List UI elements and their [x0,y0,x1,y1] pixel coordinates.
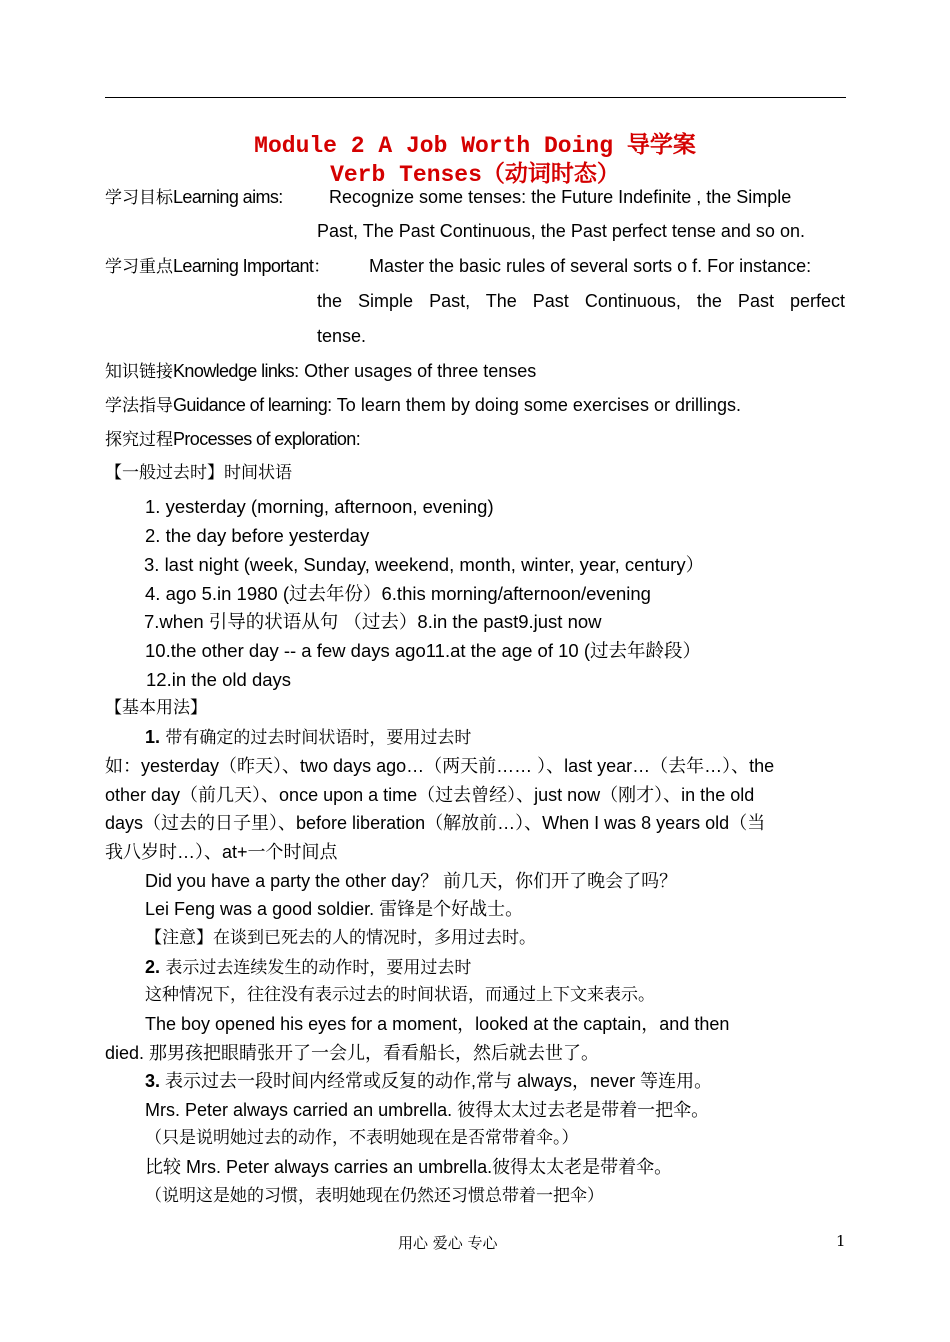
note: 【注意】在谈到已死去的人的情况时，多用过去时。 [145,928,536,948]
guidance-text: : To learn them by doing some exercises or drillings. [327,395,741,415]
links-label-en: Knowledge links [173,361,295,381]
aims-row [105,186,283,209]
links-text: : Other usages of three tenses [294,361,537,381]
example-sentence-1: Did you have a party the other day？ 前几天，你们开了晚会了吗？ [145,871,678,891]
links-row [105,360,536,383]
process-label-en: Processes of exploration: [173,429,361,449]
page-number: 1 [836,1232,846,1250]
important-label-en: Learning Important [173,256,314,276]
rule-2-desc: 这种情况下，往往没有表示过去的时间状语，而通过上下文来表示。 [145,985,655,1005]
process-row [105,428,360,451]
header-rule [105,97,846,98]
rule-2-number: 2. [145,957,161,977]
list-item: 2. the day before yesterday [145,525,370,546]
list-item: 12.in the old days [146,669,292,690]
guidance-row [105,394,741,417]
example-sentence-4: Mrs. Peter always carried an umbrella. 彼得太太过去老是带着一把伞。 [145,1100,710,1120]
guidance-label-en: Guidance of learning [173,395,328,415]
process-label-zh: 探究过程 [105,430,173,450]
examples-line-1: 如：yesterday（昨天）、two days ago…（两天前…… ）、last year…（去年…）、the [105,756,775,776]
rule-3 [145,1070,712,1092]
list-item: 3. last night (week, Sunday, weekend, month, winter, year, century） [144,554,705,575]
footer-motto: 用心 爱心 专心 [398,1234,498,1252]
important-text-2: the Simple Past, The Past Continuous, the Past perfect [317,291,845,311]
examples-line-2: other day（前几天）、once upon a time（过去曾经）、just now（刚才）、in the old [105,785,755,805]
list-item: 1. yesterday (morning, afternoon, evening) [145,496,494,517]
list-item: 4. ago 5.in 1980 (过去年份）6.this morning/afternoon/evening [145,583,651,604]
rule-2 [145,956,471,979]
document-title: Module 2 A Job Worth Doing 导学案 [254,133,696,159]
aims-text-2: Past, The Past Continuous, the Past perfect tense and so on. [317,221,805,241]
example-4-note: （只是说明她过去的动作，不表明她现在是否常带着伞。） [145,1128,579,1148]
section2-heading: 【基本用法】 [105,698,207,718]
rule-3-number: 3. [145,1071,161,1091]
guidance-label-zh: 学法指导 [105,396,173,416]
list-item: 7.when 引导的状语从句 （过去）8.in the past9.just now [144,611,602,632]
aims-sep: : [278,187,284,207]
important-text-1: Master the basic rules of several sorts o f. For instance: [369,256,812,276]
important-sep: ： [313,257,331,277]
rule-3-text: 表示过去一段时间内经常或反复的动作,常与 always，never 等连用。 [160,1071,713,1091]
list-item: 10.the other day -- a few days ago11.at the age of 10 (过去年龄段） [145,640,701,661]
examples-line-4: 我八岁时…）、at+一个时间点 [105,842,338,862]
examples-line-3: days（过去的日子里）、before liberation（解放前…）、When I was 8 years old（当 [105,813,766,833]
links-label-zh: 知识链接 [105,362,173,382]
example-sentence-2: Lei Feng was a good soldier. 雷锋是个好战士。 [145,899,524,919]
example-5-note: （说明这是她的习惯，表明她现在仍然还习惯总带着一把伞） [145,1186,604,1206]
aims-label-zh: 学习目标 [105,188,173,208]
aims-text-1: Recognize some tenses: the Future Indefinite , the Simple [329,187,792,207]
rule-1-text: 带有确定的过去时间状语时，要用过去时 [160,728,472,748]
document-subtitle: Verb Tenses（动词时态） [330,162,620,188]
aims-label-en: Learning aims [173,187,279,207]
example-sentence-3b: died. 那男孩把眼睛张开了一会儿，看看船长，然后就去世了。 [105,1043,600,1063]
section1-heading: 【一般过去时】时间状语 [105,463,292,483]
important-row [105,255,330,278]
rule-1 [145,726,471,749]
example-sentence-3a: The boy opened his eyes for a moment，looked at the captain，and then [145,1014,730,1034]
important-text-3: tense. [317,326,367,346]
rule-2-text: 表示过去连续发生的动作时，要用过去时 [160,958,472,978]
important-label-zh: 学习重点 [105,257,173,277]
example-sentence-5: 比较 Mrs. Peter always carries an umbrella.彼得太太老是带着伞。 [145,1157,673,1177]
rule-1-number: 1. [145,727,161,747]
